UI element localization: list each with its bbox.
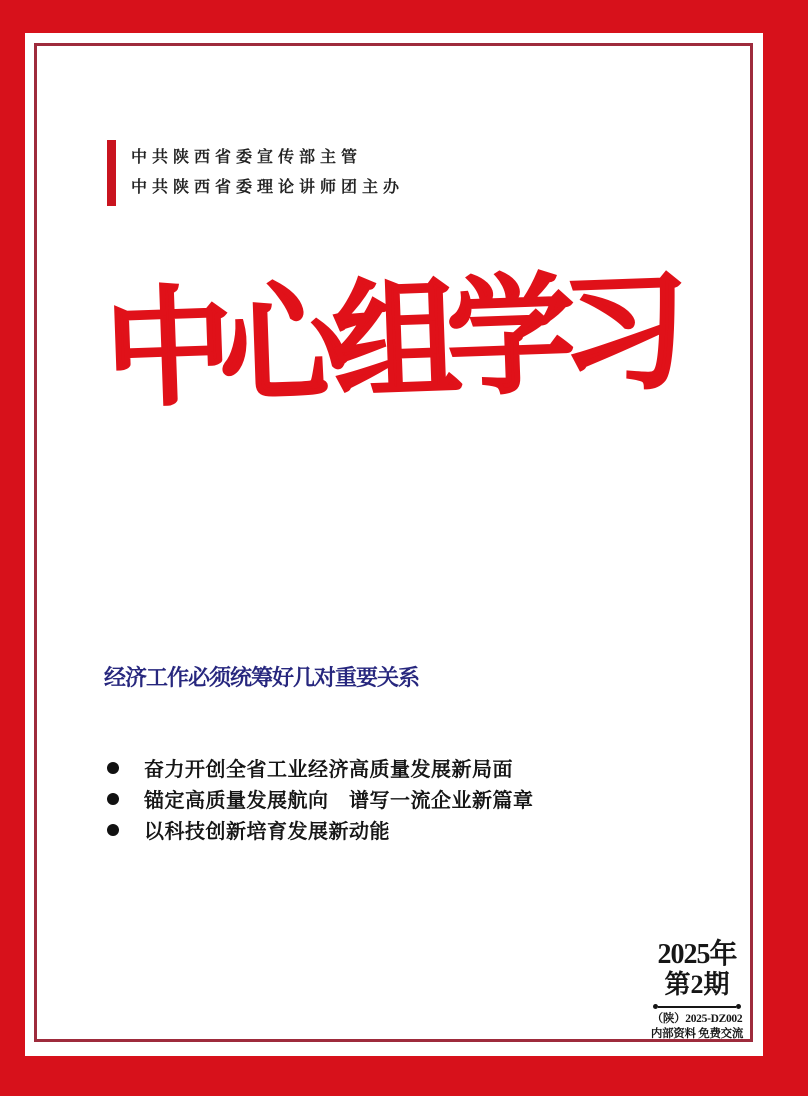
publisher-line-organizer: 中共陕西省委理论讲师团主办 [131,179,405,196]
bullet-icon [107,824,119,836]
publisher-line-supervisor: 中共陕西省委宣传部主管 [131,149,363,166]
issue-number: 第2期 [664,970,730,999]
feature-headline: 经济工作必须统筹好几对重要关系 [104,665,420,690]
issue-divider [653,1004,741,1009]
bullet-icon [107,762,119,774]
article-list [107,757,534,850]
issue-distribution-note: 内部资料 免费交流 [650,1027,744,1040]
article-list-item [107,788,534,812]
issue-registration-code: （陕）2025-DZ002 [651,1013,743,1025]
article-title: 锚定高质量发展航向 谱写一流企业新篇章 [144,790,534,812]
publisher-accent-bar [107,140,116,206]
bullet-icon [107,793,119,805]
article-title: 以科技创新培育发展新动能 [144,821,390,843]
article-title: 奋力开创全省工业经济高质量发展新局面 [144,759,513,781]
divider-line [658,1006,736,1008]
article-list-item [107,819,534,843]
issue-info-block [650,941,744,1042]
masthead-title: 中心组学习 [102,256,678,426]
article-list-item [107,757,534,781]
divider-dot-right [736,1004,741,1009]
issue-year: 2025年 [657,939,737,970]
